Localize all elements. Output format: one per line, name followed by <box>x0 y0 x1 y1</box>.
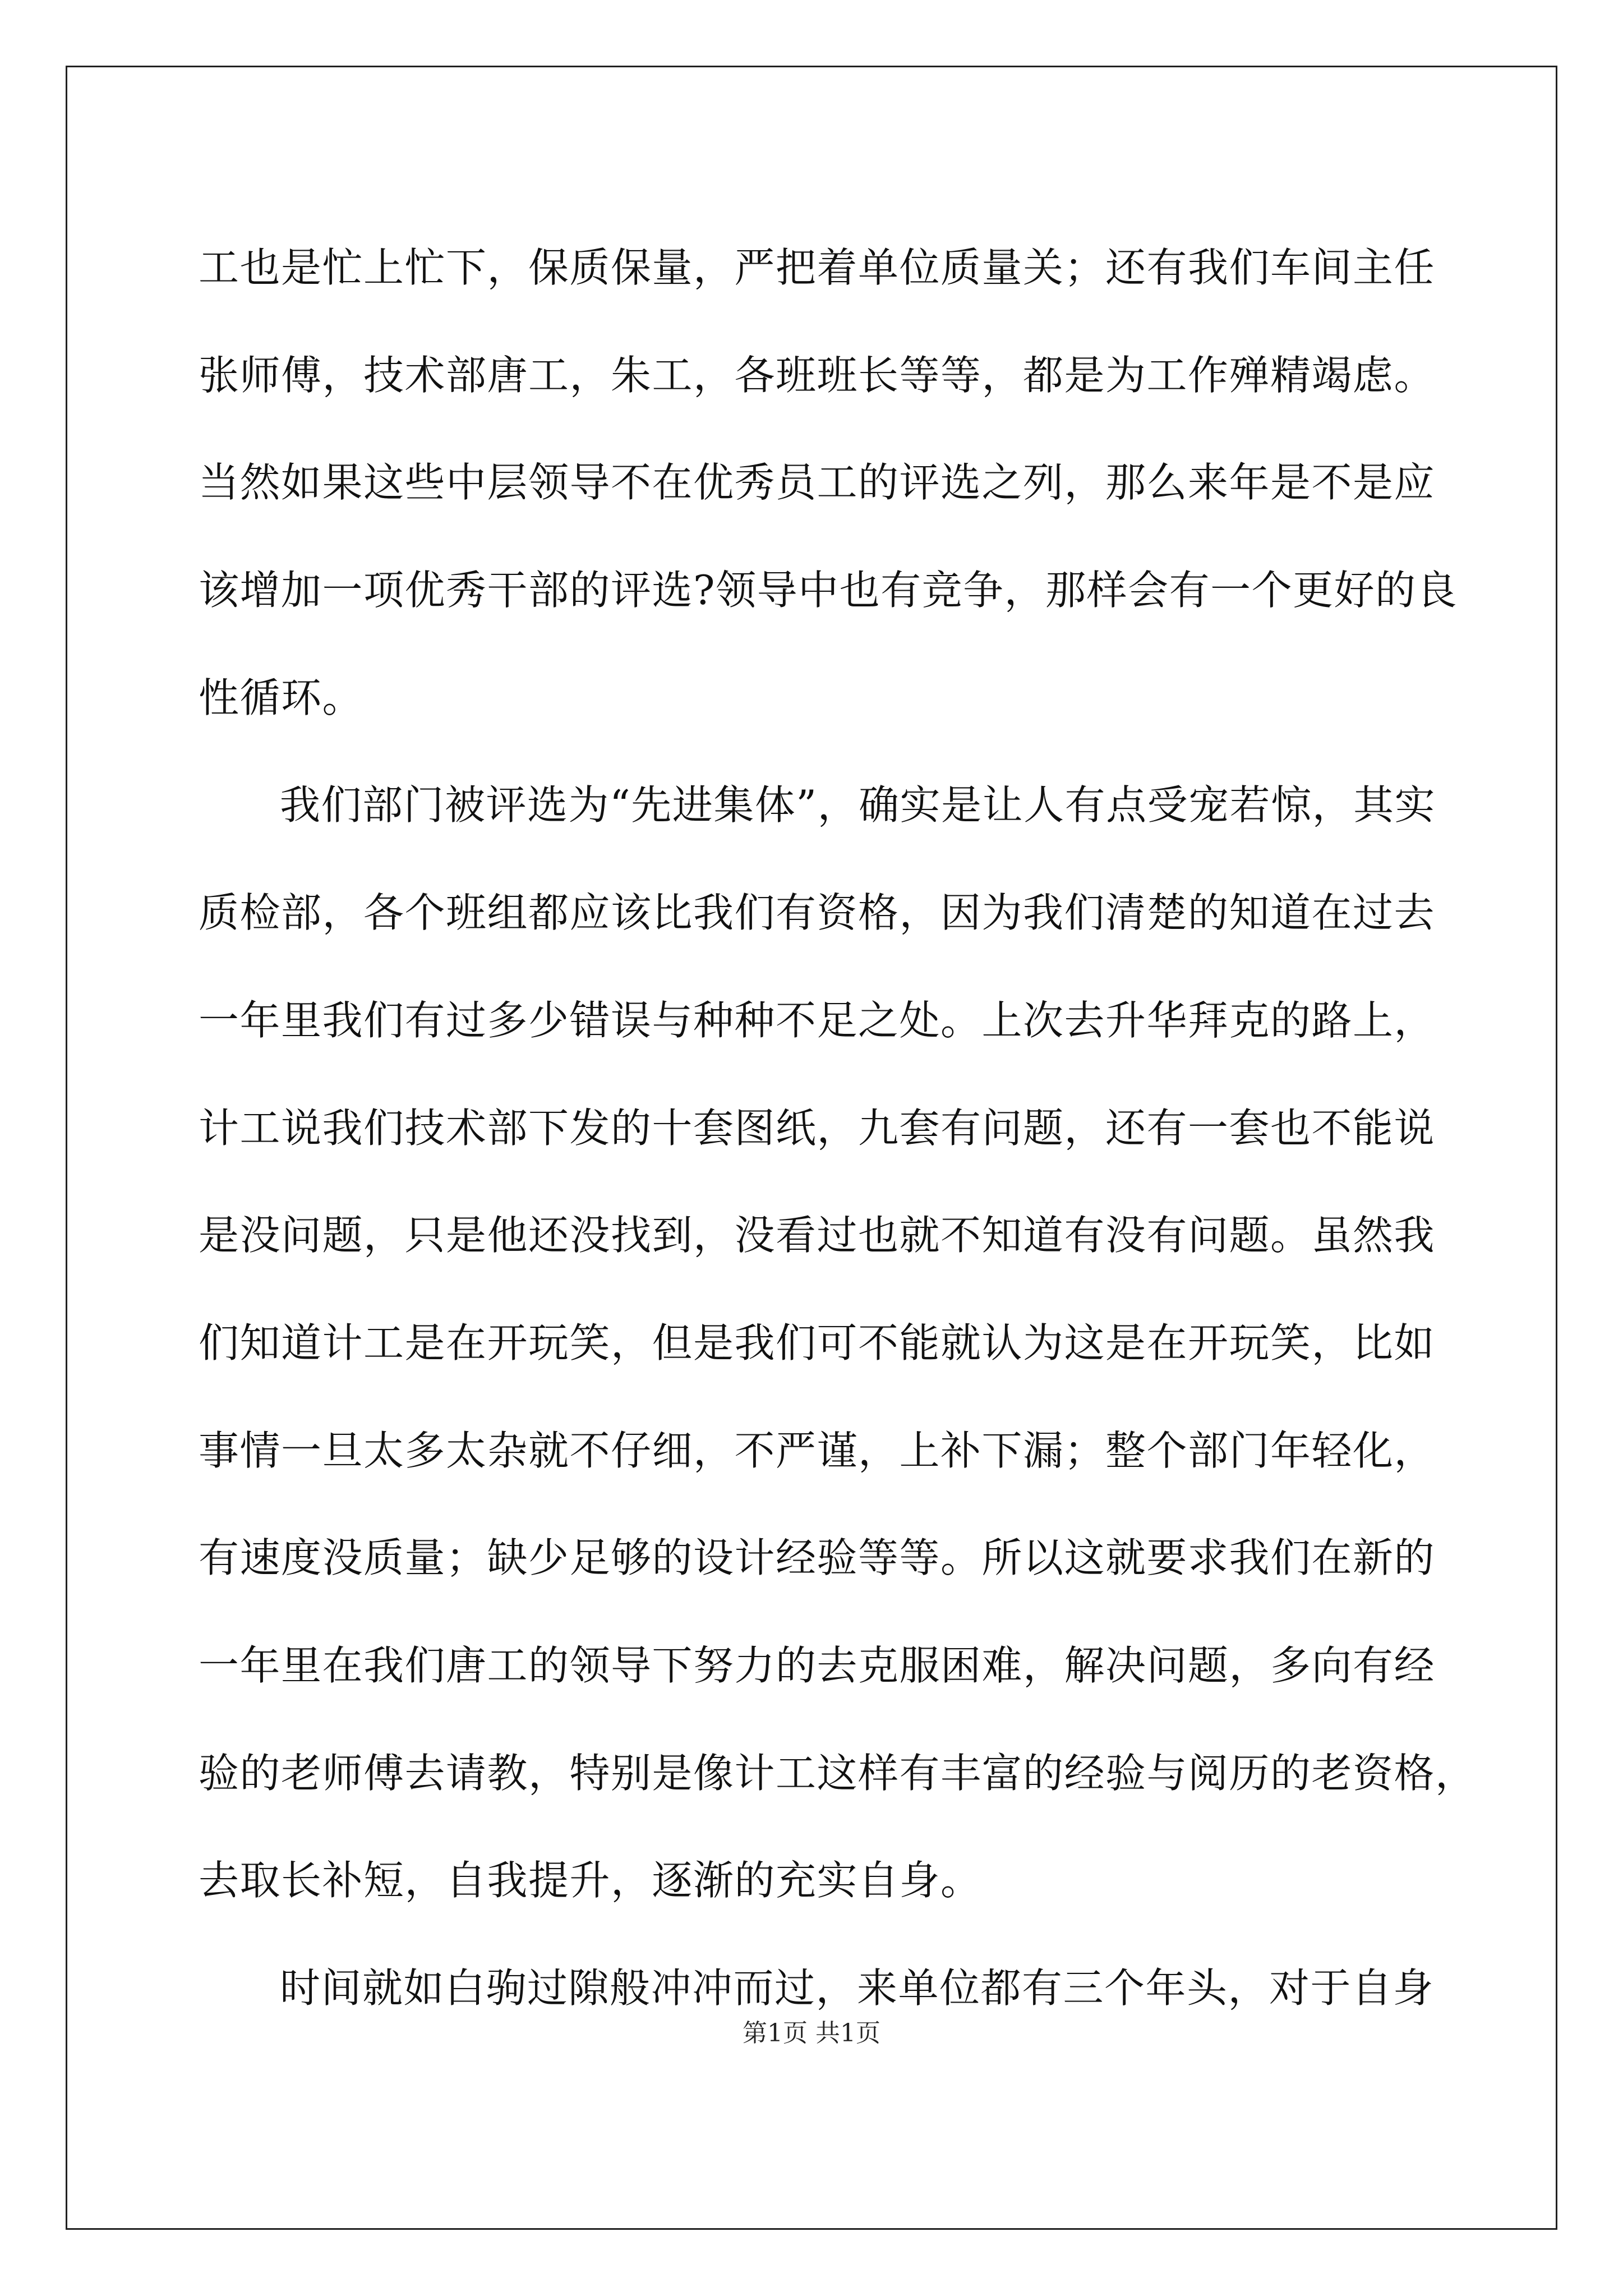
paragraph-first-line: 时间就如白驹过隙般冲冲而过，来单位都有三个年头，对于自身 <box>280 1964 1435 2012</box>
page-number-footer: 第1页 共1页 <box>743 2019 880 2047</box>
text-line: 质检部，各个班组都应该比我们有资格，因为我们清楚的知道在过去 <box>199 889 1436 937</box>
text-line: 们知道计工是在开玩笑，但是我们可不能就认为这是在开玩笑，比如 <box>199 1319 1436 1366</box>
text-line: 验的老师傅去请教，特别是像计工这样有丰富的经验与阅历的老资格， <box>199 1749 1477 1797</box>
text-line: 工也是忙上忙下，保质保量，严把着单位质量关；还有我们车间主任 <box>199 244 1436 291</box>
text-line: 一年里我们有过多少错误与种种不足之处。上次去升华拜克的路上， <box>199 996 1436 1044</box>
text-line: 是没问题，只是他还没找到，没看过也就不知道有没有问题。虽然我 <box>199 1212 1436 1259</box>
text-line: 当然如果这些中层领导不在优秀员工的评选之列，那么来年是不是应 <box>199 459 1436 507</box>
text-line: 计工说我们技术部下发的十套图纸，九套有问题，还有一套也不能说 <box>199 1104 1436 1152</box>
paragraph-first-line: 我们部门被评选为“先进集体”，确实是让人有点受宠若惊，其实 <box>280 781 1436 829</box>
text-line: 张师傅，技术部唐工，朱工，各班班长等等，都是为工作殚精竭虑。 <box>199 351 1436 399</box>
text-line: 性循环。 <box>199 674 364 721</box>
document-body <box>199 214 1477 2042</box>
text-line: 一年里在我们唐工的领导下努力的去克服困难，解决问题，多向有经 <box>199 1641 1436 1689</box>
text-line: 去取长补短，自我提升，逐渐的充实自身。 <box>199 1857 982 1904</box>
text-line: 有速度没质量；缺少足够的设计经验等等。所以这就要求我们在新的 <box>199 1534 1436 1582</box>
text-line: 事情一旦太多太杂就不仔细，不严谨，上补下漏；整个部门年轻化， <box>199 1427 1436 1474</box>
text-line: 该增加一项优秀干部的评选?领导中也有竞争，那样会有一个更好的良 <box>199 567 1458 614</box>
